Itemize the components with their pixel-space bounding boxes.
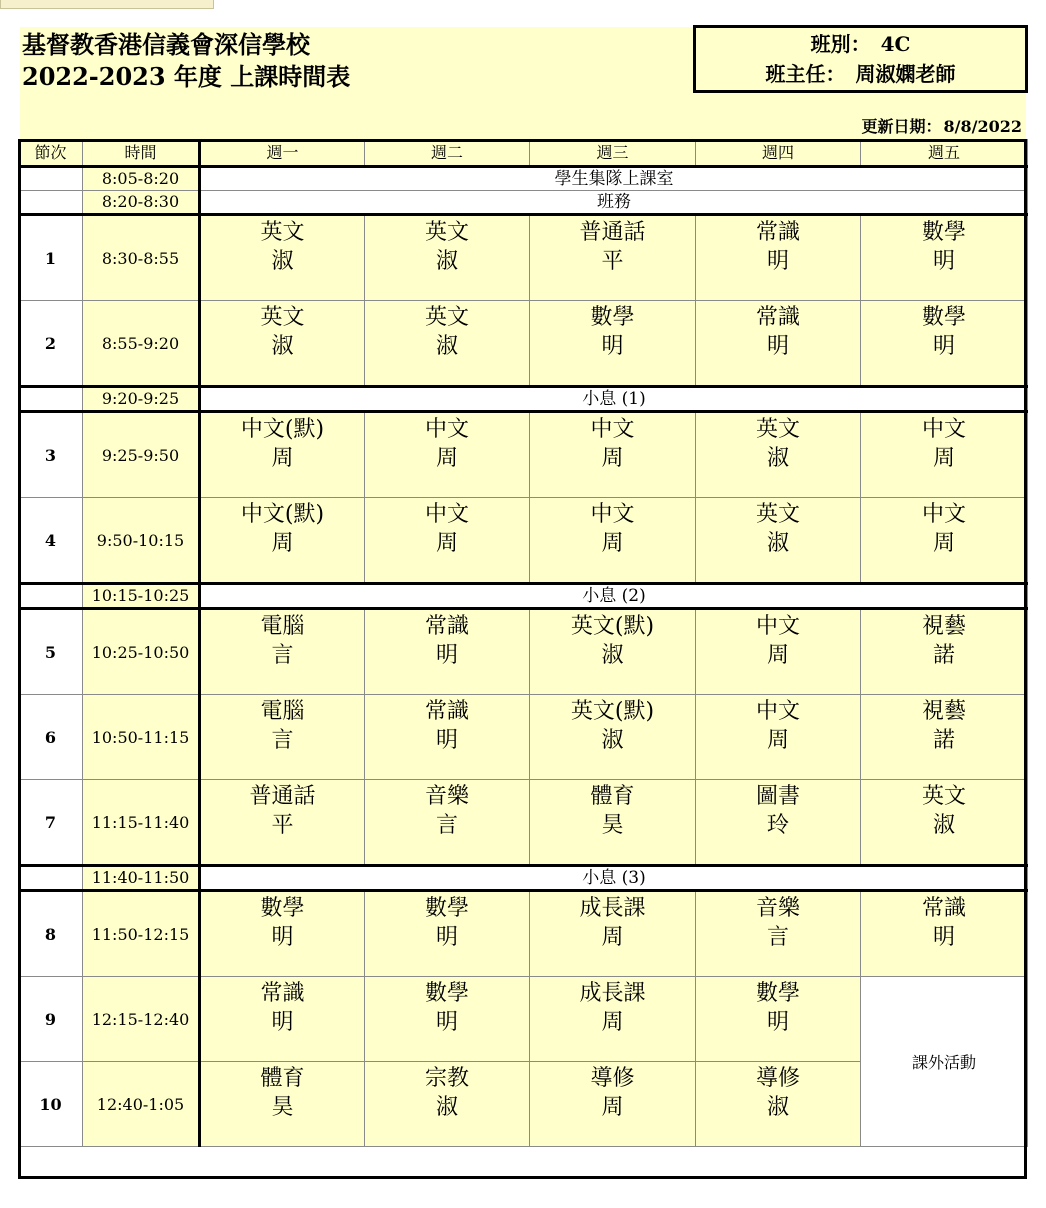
lesson-content <box>861 780 1027 864</box>
teacher-name: 淑 <box>766 446 789 471</box>
lesson-content <box>365 301 529 385</box>
teacher-name: 明 <box>435 925 458 950</box>
period-time: 12:15-12:40 <box>83 977 200 1062</box>
info-num-cell <box>19 866 83 891</box>
teacher-name: 玲 <box>766 813 789 838</box>
update-label: 更新日期： <box>861 117 942 136</box>
subject-name: 中文 <box>921 417 966 442</box>
subject-name: 常識 <box>424 699 469 724</box>
teacher-name: 明 <box>271 1010 294 1035</box>
teacher-name: 周 <box>435 446 458 471</box>
info-time: 8:05-8:20 <box>83 167 200 191</box>
info-row <box>19 191 1028 215</box>
subject-name: 中文 <box>590 417 635 442</box>
period-number: 6 <box>19 695 83 780</box>
lesson-cell <box>861 891 1028 977</box>
teacher-name: 明 <box>766 1010 789 1035</box>
lesson-content <box>201 216 364 300</box>
subject-name: 中文(默) <box>240 417 325 442</box>
lesson-content <box>861 610 1027 694</box>
teacher-name: 淑 <box>766 531 789 556</box>
period-row <box>19 498 1028 584</box>
subject-name: 圖書 <box>755 784 800 809</box>
lesson-content <box>530 610 695 694</box>
class-line <box>696 30 1025 58</box>
info-row <box>19 584 1028 609</box>
period-row <box>19 891 1028 977</box>
lesson-content <box>696 780 860 864</box>
subject-name: 中文 <box>424 502 469 527</box>
lesson-content <box>201 695 364 779</box>
column-header: 時間 <box>83 140 200 167</box>
column-header: 週三 <box>530 140 696 167</box>
header-row <box>19 140 1028 167</box>
lesson-cell <box>530 609 696 695</box>
subject-name: 英文 <box>260 305 305 330</box>
lesson-content <box>696 413 860 497</box>
info-row <box>19 167 1028 191</box>
subject-name: 常識 <box>260 981 305 1006</box>
period-number: 8 <box>19 891 83 977</box>
lesson-content <box>530 892 695 976</box>
subject-name: 中文 <box>590 502 635 527</box>
period-row <box>19 695 1028 780</box>
lesson-content <box>365 610 529 694</box>
lesson-content <box>201 498 364 582</box>
lesson-cell <box>200 412 365 498</box>
lesson-content <box>696 695 860 779</box>
lesson-cell <box>200 780 365 866</box>
teacher-name: 明 <box>601 334 624 359</box>
lesson-content <box>365 1062 529 1146</box>
period-time: 10:50-11:15 <box>83 695 200 780</box>
teacher-name: 昊 <box>601 813 624 838</box>
info-num-cell <box>19 167 83 191</box>
period-row <box>19 977 1028 1062</box>
teacher-name: 昊 <box>271 1095 294 1120</box>
subject-name: 音樂 <box>755 896 800 921</box>
lesson-cell <box>365 301 530 387</box>
lesson-content <box>365 695 529 779</box>
teacher-name: 淑 <box>601 643 624 668</box>
class-label: 班別： <box>810 32 871 56</box>
subject-name: 英文 <box>755 502 800 527</box>
teacher-name: 淑 <box>435 334 458 359</box>
class-value: 4C <box>880 32 911 56</box>
period-time: 9:50-10:15 <box>83 498 200 584</box>
teacher-name: 淑 <box>435 249 458 274</box>
teacher-name: 諾 <box>932 643 955 668</box>
year-title: 2022-2023 年度 上課時間表 <box>22 62 351 91</box>
teacher-name: 言 <box>766 925 789 950</box>
period-number: 10 <box>19 1062 83 1147</box>
subject-name: 電腦 <box>260 614 305 639</box>
lesson-content <box>696 498 860 582</box>
info-row <box>19 866 1028 891</box>
subject-name: 視藝 <box>921 699 966 724</box>
lesson-cell <box>530 780 696 866</box>
column-header: 週五 <box>861 140 1028 167</box>
lesson-content <box>530 498 695 582</box>
period-number: 3 <box>19 412 83 498</box>
lesson-content <box>530 977 695 1061</box>
column-header: 週一 <box>200 140 365 167</box>
lesson-cell <box>200 301 365 387</box>
subject-name: 英文 <box>424 220 469 245</box>
lesson-content <box>530 1062 695 1146</box>
subject-name: 體育 <box>260 1066 305 1091</box>
subject-name: 成長課 <box>579 981 646 1006</box>
teacher-name: 言 <box>271 643 294 668</box>
subject-name: 中文 <box>424 417 469 442</box>
lesson-content <box>696 1062 860 1146</box>
school-name: 基督教香港信義會深信學校 <box>22 30 310 59</box>
lesson-content <box>696 216 860 300</box>
teacher-name: 淑 <box>766 1095 789 1120</box>
lesson-cell <box>861 215 1028 301</box>
lesson-content <box>201 780 364 864</box>
teacher-name: 周 <box>766 643 789 668</box>
lesson-content <box>696 301 860 385</box>
subject-name: 體育 <box>590 784 635 809</box>
subject-name: 視藝 <box>921 614 966 639</box>
lesson-cell <box>200 609 365 695</box>
lesson-content <box>530 780 695 864</box>
period-row <box>19 215 1028 301</box>
lesson-content <box>201 892 364 976</box>
subject-name: 中文 <box>921 502 966 527</box>
subject-name: 普通話 <box>579 220 646 245</box>
lesson-content <box>201 413 364 497</box>
lesson-content <box>530 413 695 497</box>
subject-name: 電腦 <box>260 699 305 724</box>
teacher-name: 諾 <box>932 728 955 753</box>
period-number: 5 <box>19 609 83 695</box>
teacher-name: 言 <box>435 813 458 838</box>
teacher-name: 淑 <box>271 334 294 359</box>
teacher-name: 言 <box>271 728 294 753</box>
info-time: 9:20-9:25 <box>83 387 200 412</box>
update-value: 8/8/2022 <box>943 117 1022 136</box>
subject-name: 常識 <box>921 896 966 921</box>
teacher-name: 淑 <box>435 1095 458 1120</box>
lesson-cell <box>200 215 365 301</box>
timetable <box>18 139 1028 1147</box>
period-row <box>19 780 1028 866</box>
lesson-cell <box>696 780 861 866</box>
subject-name: 中文(默) <box>240 502 325 527</box>
teacher-name: 周 <box>601 1010 624 1035</box>
info-text: 小息 (2) <box>200 584 1028 609</box>
lesson-cell <box>696 498 861 584</box>
period-time: 11:50-12:15 <box>83 891 200 977</box>
teacher-name: 淑 <box>601 728 624 753</box>
period-number: 4 <box>19 498 83 584</box>
lesson-cell <box>861 412 1028 498</box>
teacher-name: 明 <box>435 1010 458 1035</box>
extracurricular-activity: 課外活動 <box>861 977 1028 1147</box>
period-row <box>19 301 1028 387</box>
subject-name: 常識 <box>755 305 800 330</box>
teacher-name: 明 <box>766 249 789 274</box>
subject-name: 英文 <box>424 305 469 330</box>
lesson-content <box>696 977 860 1061</box>
teacher-line <box>696 60 1025 88</box>
lesson-content <box>861 498 1027 582</box>
info-time: 8:20-8:30 <box>83 191 200 215</box>
subject-name: 數學 <box>424 981 469 1006</box>
lesson-cell <box>365 609 530 695</box>
subject-name: 成長課 <box>579 896 646 921</box>
lesson-cell <box>365 977 530 1062</box>
teacher-name: 周 <box>601 531 624 556</box>
lesson-cell <box>365 412 530 498</box>
lesson-content <box>365 216 529 300</box>
teacher-name: 周 <box>271 446 294 471</box>
teacher-label: 班主任： <box>765 62 846 86</box>
lesson-content <box>861 301 1027 385</box>
period-row <box>19 609 1028 695</box>
subject-name: 數學 <box>590 305 635 330</box>
subject-name: 英文 <box>260 220 305 245</box>
subject-name: 數學 <box>755 981 800 1006</box>
lesson-cell <box>530 1062 696 1147</box>
subject-name: 宗教 <box>424 1066 469 1091</box>
lesson-content <box>696 892 860 976</box>
teacher-name: 周 <box>766 728 789 753</box>
teacher-name: 明 <box>435 643 458 668</box>
top-tab-strip <box>0 0 214 9</box>
subject-name: 英文(默) <box>570 699 655 724</box>
teacher-name: 淑 <box>271 249 294 274</box>
info-text: 小息 (1) <box>200 387 1028 412</box>
info-time: 11:40-11:50 <box>83 866 200 891</box>
subject-name: 音樂 <box>424 784 469 809</box>
teacher-name: 周 <box>601 1095 624 1120</box>
period-time: 8:55-9:20 <box>83 301 200 387</box>
teacher-name: 周 <box>932 531 955 556</box>
lesson-content <box>696 610 860 694</box>
lesson-cell <box>530 412 696 498</box>
subject-name: 英文 <box>755 417 800 442</box>
period-number: 9 <box>19 977 83 1062</box>
lesson-cell <box>861 609 1028 695</box>
teacher-name: 明 <box>766 334 789 359</box>
subject-name: 導修 <box>590 1066 635 1091</box>
teacher-name: 周 <box>932 446 955 471</box>
lesson-cell <box>200 1062 365 1147</box>
subject-name: 數學 <box>921 305 966 330</box>
lesson-cell <box>861 780 1028 866</box>
subject-name: 中文 <box>755 614 800 639</box>
lesson-cell <box>861 695 1028 780</box>
lesson-cell <box>861 301 1028 387</box>
lesson-content <box>861 695 1027 779</box>
subject-name: 數學 <box>424 896 469 921</box>
lesson-cell <box>696 695 861 780</box>
period-row <box>19 412 1028 498</box>
lesson-content <box>365 977 529 1061</box>
period-time: 8:30-8:55 <box>83 215 200 301</box>
column-header: 節次 <box>19 140 83 167</box>
lesson-cell <box>696 1062 861 1147</box>
lesson-cell <box>200 891 365 977</box>
teacher-name: 明 <box>932 249 955 274</box>
lesson-cell <box>530 301 696 387</box>
lesson-content <box>530 216 695 300</box>
lesson-cell <box>530 695 696 780</box>
subject-name: 英文 <box>921 784 966 809</box>
period-time: 9:25-9:50 <box>83 412 200 498</box>
lesson-cell <box>696 215 861 301</box>
lesson-content <box>201 301 364 385</box>
lesson-cell <box>696 609 861 695</box>
teacher-name: 平 <box>271 813 294 838</box>
subject-name: 數學 <box>921 220 966 245</box>
info-text: 班務 <box>200 191 1028 215</box>
lesson-cell <box>200 498 365 584</box>
info-text: 小息 (3) <box>200 866 1028 891</box>
lesson-cell <box>696 891 861 977</box>
info-num-cell <box>19 584 83 609</box>
teacher-name: 明 <box>435 728 458 753</box>
subject-name: 常識 <box>755 220 800 245</box>
info-time: 10:15-10:25 <box>83 584 200 609</box>
lesson-content <box>861 892 1027 976</box>
lesson-content <box>530 695 695 779</box>
subject-name: 中文 <box>755 699 800 724</box>
lesson-content <box>201 1062 364 1146</box>
lesson-cell <box>861 498 1028 584</box>
period-time: 12:40-1:05 <box>83 1062 200 1147</box>
teacher-name: 明 <box>932 925 955 950</box>
lesson-content <box>861 413 1027 497</box>
teacher-name: 淑 <box>932 813 955 838</box>
lesson-content <box>365 413 529 497</box>
info-text: 學生集隊上課室 <box>200 167 1028 191</box>
period-time: 10:25-10:50 <box>83 609 200 695</box>
info-row <box>19 387 1028 412</box>
lesson-content <box>201 610 364 694</box>
subject-name: 英文(默) <box>570 614 655 639</box>
lesson-cell <box>365 891 530 977</box>
subject-name: 常識 <box>424 614 469 639</box>
lesson-content <box>530 301 695 385</box>
lesson-cell <box>365 498 530 584</box>
update-date <box>862 116 1023 138</box>
lesson-cell <box>200 695 365 780</box>
period-number: 2 <box>19 301 83 387</box>
lesson-cell <box>365 1062 530 1147</box>
teacher-name: 周 <box>271 531 294 556</box>
lesson-content <box>365 780 529 864</box>
class-info-box <box>693 25 1028 93</box>
teacher-name: 周 <box>601 446 624 471</box>
period-number: 7 <box>19 780 83 866</box>
column-header: 週二 <box>365 140 530 167</box>
lesson-cell <box>365 695 530 780</box>
lesson-cell <box>365 215 530 301</box>
subject-name: 數學 <box>260 896 305 921</box>
teacher-name: 周 <box>435 531 458 556</box>
lesson-cell <box>530 498 696 584</box>
period-number: 1 <box>19 215 83 301</box>
info-num-cell <box>19 191 83 215</box>
lesson-content <box>365 498 529 582</box>
teacher-value: 周淑嫻老師 <box>855 62 956 86</box>
column-header: 週四 <box>696 140 861 167</box>
lesson-content <box>365 892 529 976</box>
teacher-name: 平 <box>601 249 624 274</box>
lesson-cell <box>696 412 861 498</box>
teacher-name: 明 <box>271 925 294 950</box>
period-time: 11:15-11:40 <box>83 780 200 866</box>
subject-name: 導修 <box>755 1066 800 1091</box>
lesson-cell <box>530 891 696 977</box>
subject-name: 普通話 <box>249 784 316 809</box>
teacher-name: 周 <box>601 925 624 950</box>
lesson-cell <box>696 977 861 1062</box>
lesson-cell <box>200 977 365 1062</box>
lesson-cell <box>696 301 861 387</box>
lesson-cell <box>365 780 530 866</box>
lesson-content <box>201 977 364 1061</box>
lesson-content <box>861 216 1027 300</box>
lesson-cell <box>530 215 696 301</box>
info-num-cell <box>19 387 83 412</box>
teacher-name: 明 <box>932 334 955 359</box>
lesson-cell <box>530 977 696 1062</box>
